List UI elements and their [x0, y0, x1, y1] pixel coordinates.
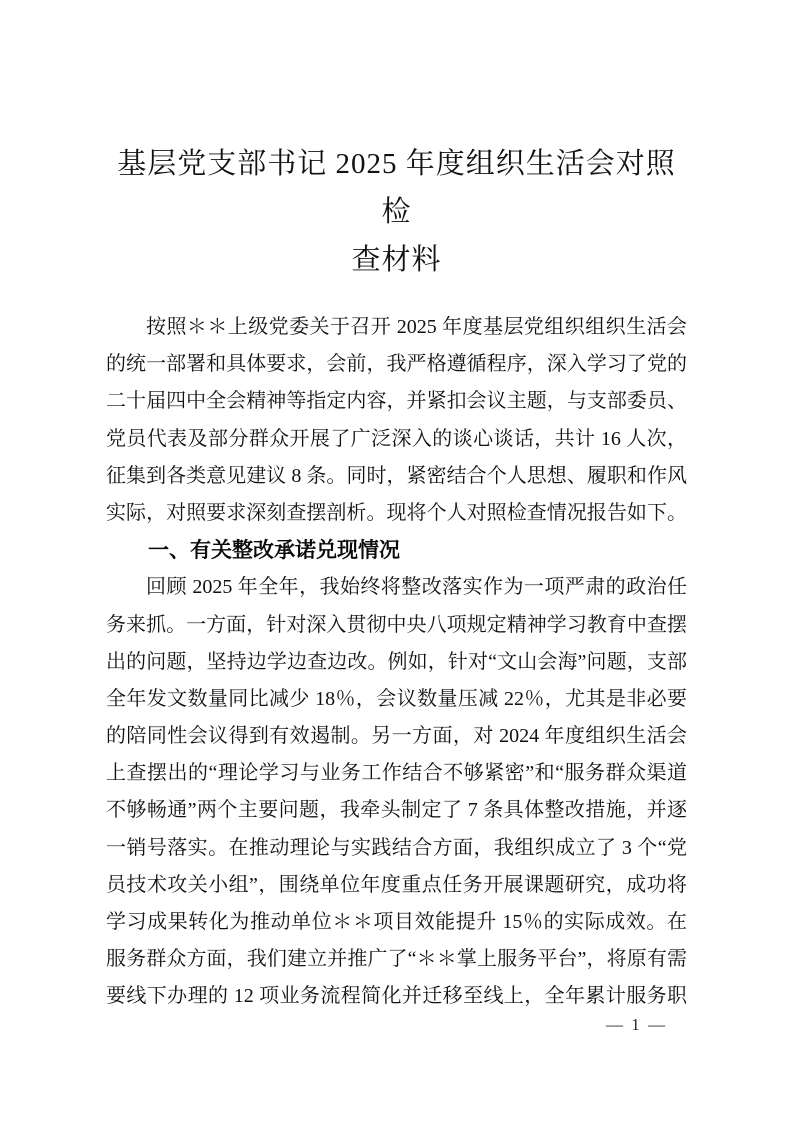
- text-line: 学习成果转化为推动单位＊＊项目效能提升 15％的实际成效。在: [106, 911, 687, 933]
- text-line: 不够畅通”两个主要问题，我牵头制定了 7 条具体整改措施，并逐: [106, 799, 687, 822]
- text-line: 回顾 2025 年全年，我始终将整改落实作为一项严肃的政治任: [146, 576, 687, 599]
- section-heading: 一、有关整改承诺兑现情况: [148, 539, 400, 563]
- text-line: 党员代表及部分群众开展了广泛深入的谈心谈话，共计 16 人次，: [106, 427, 687, 450]
- text-line: 实际，对照要求深刻查摆剖析。现将个人对照检查情况报告如下。: [106, 501, 687, 524]
- text-line: 按照＊＊上级党委关于召开 2025 年度基层党组织组织生活会: [146, 316, 687, 338]
- title-line-2: 查材料: [351, 244, 442, 276]
- text-line: 一销号落实。在推动理论与实践结合方面，我组织成立了 3 个“党: [106, 836, 687, 859]
- document-title: [106, 140, 687, 284]
- text-line: 征集到各类意见建议 8 条。同时，紧密结合个人思想、履职和作风: [106, 464, 687, 487]
- text-line: 服务群众方面，我们建立并推广了“＊＊掌上服务平台”，将原有需: [106, 948, 687, 971]
- paragraph: [106, 309, 687, 532]
- title-line-1: 基层党支部书记 2025 年度组织生活会对照检: [117, 148, 676, 228]
- text-line: 务来抓。一方面，针对深入贯彻中央八项规定精神学习教育中查摆: [106, 613, 687, 636]
- text-line: 的统一部署和具体要求，会前，我严格遵循程序，深入学习了党的: [106, 353, 687, 376]
- paragraph: [106, 569, 687, 1015]
- text-line: 的陪同性会议得到有效遏制。另一方面，对 2024 年度组织生活会: [106, 725, 687, 748]
- text-line: 二十届四中全会精神等指定内容，并紧扣会议主题，与支部委员、: [106, 390, 687, 413]
- text-line: 出的问题，坚持边学边查边改。例如，针对“文山会海”问题，支部: [106, 650, 687, 673]
- text-line: 要线下办理的 12 项业务流程简化并迁移至线上，全年累计服务职: [106, 985, 687, 1008]
- text-line: 员技术攻关小组”，围绕单位年度重点任务开展课题研究，成功将: [106, 873, 687, 896]
- text-line: 上查摆出的“理论学习与业务工作结合不够紧密”和“服务群众渠道: [106, 762, 687, 785]
- text-line: 全年发文数量同比减少 18％，会议数量压减 22％，尤其是非必要: [106, 687, 687, 710]
- document-body: [106, 309, 687, 1016]
- page-number: — 1 —: [606, 1015, 667, 1034]
